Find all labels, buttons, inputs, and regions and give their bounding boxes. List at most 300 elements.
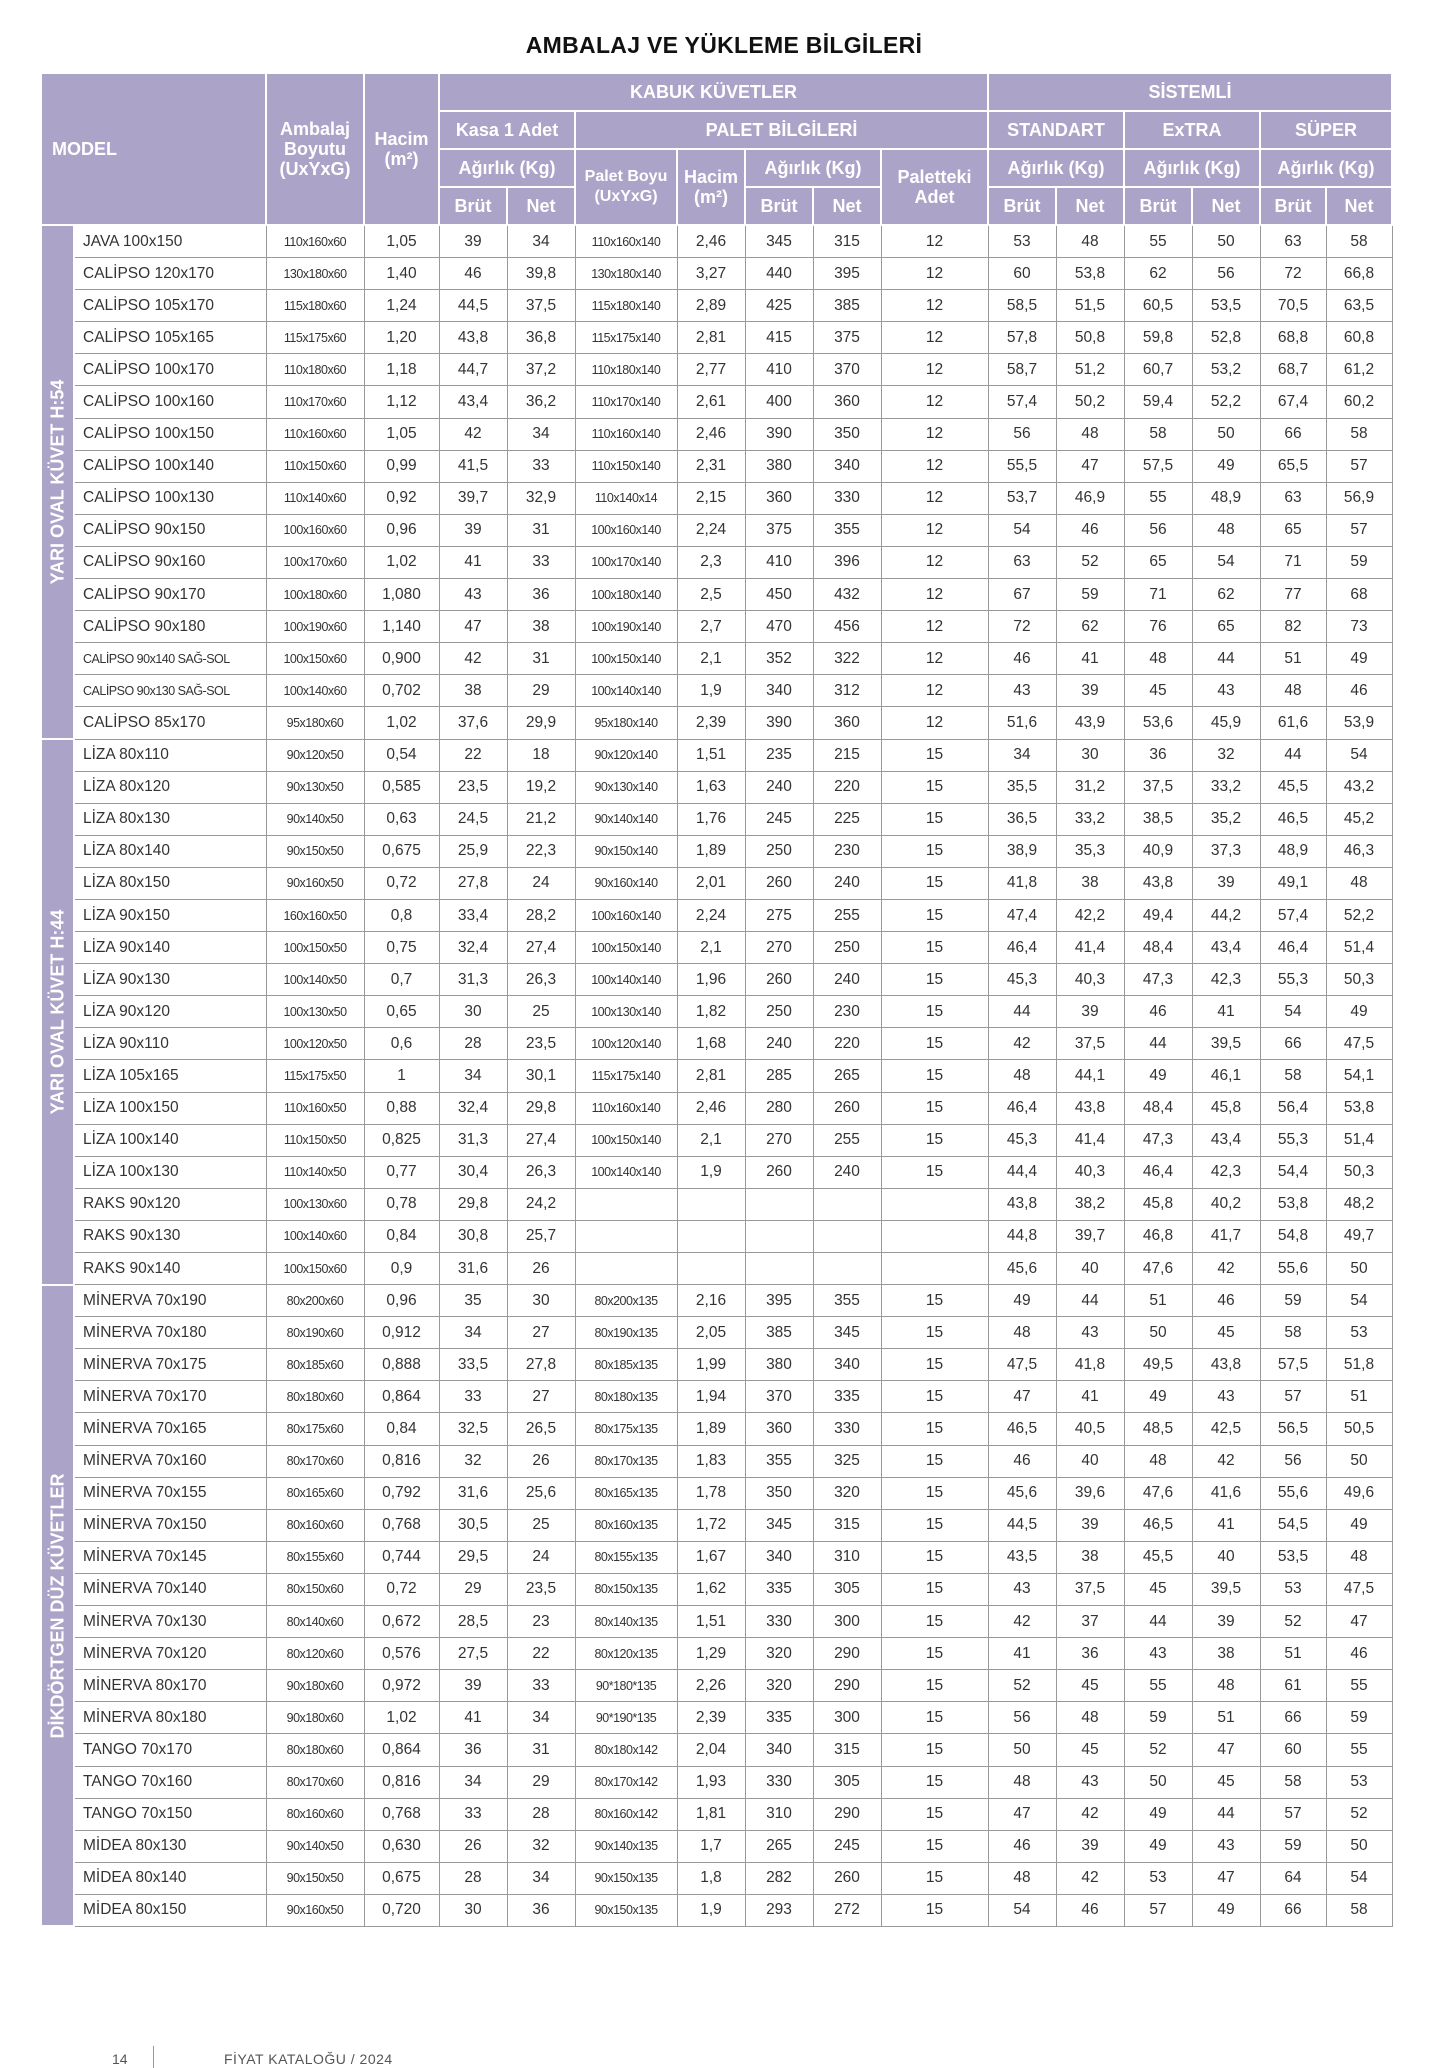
cell-palet-hacim: 1,93 bbox=[677, 1766, 745, 1798]
cell-super-net: 57 bbox=[1326, 514, 1392, 546]
cell-kasa-brut: 33,5 bbox=[439, 1349, 507, 1381]
cell-super-net: 49,7 bbox=[1326, 1220, 1392, 1252]
table-row bbox=[41, 1606, 1392, 1638]
cell-palet-brut: 410 bbox=[745, 354, 813, 386]
cell-palet-hacim: 1,29 bbox=[677, 1638, 745, 1670]
cell-paletteki-adet: 15 bbox=[881, 1606, 988, 1638]
cell-palet-boyu: 80x140x135 bbox=[575, 1606, 677, 1638]
cell-palet-net bbox=[813, 1220, 881, 1252]
cell-kasa-net: 29,9 bbox=[507, 707, 575, 739]
cell-super-net: 47 bbox=[1326, 1606, 1392, 1638]
cell-super-brut: 52 bbox=[1260, 1606, 1326, 1638]
cell-ambalaj-boyutu: 80x170x60 bbox=[266, 1766, 364, 1798]
cell-model: MİNERVA 70x175 bbox=[74, 1349, 266, 1381]
cell-palet-hacim: 2,31 bbox=[677, 450, 745, 482]
cell-super-brut: 51 bbox=[1260, 1638, 1326, 1670]
cell-extra-brut: 58 bbox=[1124, 418, 1192, 450]
cell-palet-brut: 340 bbox=[745, 1541, 813, 1573]
cell-extra-brut: 48,4 bbox=[1124, 932, 1192, 964]
table-row bbox=[41, 1862, 1392, 1894]
cell-palet-net: 272 bbox=[813, 1894, 881, 1926]
cell-extra-brut: 43,8 bbox=[1124, 867, 1192, 899]
cell-ambalaj-boyutu: 80x200x60 bbox=[266, 1285, 364, 1317]
cell-ambalaj-boyutu: 80x185x60 bbox=[266, 1349, 364, 1381]
cell-kasa-net: 34 bbox=[507, 1702, 575, 1734]
cell-extra-brut: 60,7 bbox=[1124, 354, 1192, 386]
cell-hacim: 0,825 bbox=[364, 1124, 439, 1156]
cell-model: JAVA 100x150 bbox=[74, 225, 266, 258]
cell-palet-brut: 235 bbox=[745, 739, 813, 771]
cell-palet-hacim: 1,51 bbox=[677, 1606, 745, 1638]
cell-super-brut: 65,5 bbox=[1260, 450, 1326, 482]
cell-ambalaj-boyutu: 80x160x60 bbox=[266, 1509, 364, 1541]
cell-palet-boyu: 90x130x140 bbox=[575, 771, 677, 803]
cell-standart-net: 45 bbox=[1056, 1734, 1124, 1766]
cell-extra-brut: 48,4 bbox=[1124, 1092, 1192, 1124]
cell-extra-net: 42,3 bbox=[1192, 964, 1260, 996]
cell-super-brut: 56,5 bbox=[1260, 1413, 1326, 1445]
cell-extra-brut: 50 bbox=[1124, 1766, 1192, 1798]
table-row bbox=[41, 1734, 1392, 1766]
cell-standart-brut: 63 bbox=[988, 546, 1056, 578]
cell-standart-net: 44 bbox=[1056, 1285, 1124, 1317]
cell-palet-boyu: 80x120x135 bbox=[575, 1638, 677, 1670]
cell-ambalaj-boyutu: 90x180x60 bbox=[266, 1670, 364, 1702]
cell-extra-net: 41,7 bbox=[1192, 1220, 1260, 1252]
header-net: Net bbox=[813, 187, 881, 225]
cell-standart-brut: 43 bbox=[988, 1573, 1056, 1605]
cell-palet-net: 220 bbox=[813, 1028, 881, 1060]
cell-paletteki-adet: 15 bbox=[881, 1477, 988, 1509]
cell-ambalaj-boyutu: 80x180x60 bbox=[266, 1734, 364, 1766]
cell-standart-net: 43 bbox=[1056, 1317, 1124, 1349]
cell-paletteki-adet: 15 bbox=[881, 1092, 988, 1124]
cell-kasa-brut: 46 bbox=[439, 258, 507, 290]
cell-paletteki-adet: 12 bbox=[881, 386, 988, 418]
cell-paletteki-adet: 15 bbox=[881, 1445, 988, 1477]
table-row bbox=[41, 803, 1392, 835]
cell-super-brut: 55,3 bbox=[1260, 964, 1326, 996]
cell-kasa-brut: 31,6 bbox=[439, 1253, 507, 1285]
cell-extra-brut: 49,5 bbox=[1124, 1349, 1192, 1381]
table-row bbox=[41, 1413, 1392, 1445]
cell-standart-brut: 72 bbox=[988, 611, 1056, 643]
header-net: Net bbox=[1326, 187, 1392, 225]
cell-super-brut: 54,4 bbox=[1260, 1156, 1326, 1188]
cell-model: MİNERVA 70x180 bbox=[74, 1317, 266, 1349]
cell-palet-hacim: 1,78 bbox=[677, 1477, 745, 1509]
cell-super-net: 50,3 bbox=[1326, 964, 1392, 996]
cell-palet-net: 370 bbox=[813, 354, 881, 386]
cell-hacim: 0,864 bbox=[364, 1381, 439, 1413]
cell-palet-hacim: 1,82 bbox=[677, 996, 745, 1028]
cell-palet-hacim: 2,7 bbox=[677, 611, 745, 643]
cell-palet-brut: 360 bbox=[745, 1413, 813, 1445]
table-body bbox=[41, 225, 1392, 1926]
cell-kasa-brut: 41 bbox=[439, 546, 507, 578]
cell-palet-hacim bbox=[677, 1253, 745, 1285]
cell-standart-brut: 45,6 bbox=[988, 1477, 1056, 1509]
cell-model: CALİPSO 100x170 bbox=[74, 354, 266, 386]
table-row bbox=[41, 1220, 1392, 1252]
cell-palet-net: 230 bbox=[813, 835, 881, 867]
cell-palet-brut: 282 bbox=[745, 1862, 813, 1894]
header-standart: STANDART bbox=[988, 111, 1124, 149]
cell-hacim: 0,63 bbox=[364, 803, 439, 835]
table-row bbox=[41, 482, 1392, 514]
cell-ambalaj-boyutu: 115x175x60 bbox=[266, 322, 364, 354]
cell-palet-boyu: 80x180x142 bbox=[575, 1734, 677, 1766]
cell-model: MİNERVA 70x155 bbox=[74, 1477, 266, 1509]
cell-ambalaj-boyutu: 130x180x60 bbox=[266, 258, 364, 290]
cell-palet-boyu: 80x180x135 bbox=[575, 1381, 677, 1413]
cell-paletteki-adet: 15 bbox=[881, 1381, 988, 1413]
cell-kasa-net: 36,2 bbox=[507, 386, 575, 418]
page-title: AMBALAJ VE YÜKLEME BİLGİLERİ bbox=[525, 32, 923, 58]
cell-super-net: 66,8 bbox=[1326, 258, 1392, 290]
cell-palet-brut: 360 bbox=[745, 482, 813, 514]
cell-extra-net: 33,2 bbox=[1192, 771, 1260, 803]
cell-hacim: 0,576 bbox=[364, 1638, 439, 1670]
cell-palet-boyu: 110x160x140 bbox=[575, 1092, 677, 1124]
cell-extra-brut: 50 bbox=[1124, 1317, 1192, 1349]
cell-kasa-net: 34 bbox=[507, 418, 575, 450]
cell-kasa-brut: 43 bbox=[439, 579, 507, 611]
cell-palet-boyu: 110x180x140 bbox=[575, 354, 677, 386]
cell-palet-boyu bbox=[575, 1253, 677, 1285]
cell-kasa-net: 27 bbox=[507, 1381, 575, 1413]
cell-hacim: 1,18 bbox=[364, 354, 439, 386]
table-row bbox=[41, 1253, 1392, 1285]
cell-paletteki-adet bbox=[881, 1188, 988, 1220]
cell-palet-hacim: 1,99 bbox=[677, 1349, 745, 1381]
cell-kasa-net: 26,5 bbox=[507, 1413, 575, 1445]
cell-kasa-net: 27,4 bbox=[507, 932, 575, 964]
table-row bbox=[41, 290, 1392, 322]
cell-hacim: 0,864 bbox=[364, 1734, 439, 1766]
cell-standart-brut: 46,5 bbox=[988, 1413, 1056, 1445]
cell-extra-net: 43 bbox=[1192, 1830, 1260, 1862]
cell-extra-brut: 46 bbox=[1124, 996, 1192, 1028]
cell-paletteki-adet: 15 bbox=[881, 1124, 988, 1156]
cell-standart-brut: 38,9 bbox=[988, 835, 1056, 867]
cell-model: CALİPSO 105x170 bbox=[74, 290, 266, 322]
cell-super-net: 47,5 bbox=[1326, 1573, 1392, 1605]
cell-palet-boyu: 100x180x140 bbox=[575, 579, 677, 611]
cell-ambalaj-boyutu: 100x150x60 bbox=[266, 1253, 364, 1285]
cell-standart-net: 41,4 bbox=[1056, 932, 1124, 964]
cell-palet-boyu: 95x180x140 bbox=[575, 707, 677, 739]
cell-palet-brut: 270 bbox=[745, 1124, 813, 1156]
cell-kasa-net: 36 bbox=[507, 1894, 575, 1926]
cell-standart-net: 39,6 bbox=[1056, 1477, 1124, 1509]
cell-ambalaj-boyutu: 80x155x60 bbox=[266, 1541, 364, 1573]
cell-model: CALİPSO 90x160 bbox=[74, 546, 266, 578]
cell-standart-net: 46 bbox=[1056, 514, 1124, 546]
cell-kasa-net: 31 bbox=[507, 643, 575, 675]
cell-standart-brut: 56 bbox=[988, 418, 1056, 450]
cell-hacim: 0,720 bbox=[364, 1894, 439, 1926]
cell-paletteki-adet: 15 bbox=[881, 899, 988, 931]
cell-extra-brut: 45,5 bbox=[1124, 1541, 1192, 1573]
cell-palet-hacim: 1,62 bbox=[677, 1573, 745, 1605]
cell-kasa-net: 22 bbox=[507, 1638, 575, 1670]
cell-standart-net: 39 bbox=[1056, 996, 1124, 1028]
cell-ambalaj-boyutu: 80x165x60 bbox=[266, 1477, 364, 1509]
cell-super-net: 53,9 bbox=[1326, 707, 1392, 739]
cell-standart-brut: 48 bbox=[988, 1862, 1056, 1894]
cell-ambalaj-boyutu: 100x190x60 bbox=[266, 611, 364, 643]
cell-extra-brut: 53 bbox=[1124, 1862, 1192, 1894]
cell-hacim: 1,02 bbox=[364, 546, 439, 578]
cell-standart-brut: 44,4 bbox=[988, 1156, 1056, 1188]
cell-standart-net: 42,2 bbox=[1056, 899, 1124, 931]
cell-palet-hacim: 1,9 bbox=[677, 1894, 745, 1926]
cell-palet-boyu: 90x140x140 bbox=[575, 803, 677, 835]
cell-palet-brut: 340 bbox=[745, 675, 813, 707]
cell-model: LİZA 80x110 bbox=[74, 739, 266, 771]
cell-kasa-net: 36,8 bbox=[507, 322, 575, 354]
cell-hacim: 0,6 bbox=[364, 1028, 439, 1060]
cell-kasa-net: 22,3 bbox=[507, 835, 575, 867]
cell-super-brut: 53,5 bbox=[1260, 1541, 1326, 1573]
group-label-text: YARI OVAL KÜVET H:44 bbox=[47, 909, 67, 1115]
table-row bbox=[41, 514, 1392, 546]
cell-standart-net: 41,4 bbox=[1056, 1124, 1124, 1156]
table-row bbox=[41, 707, 1392, 739]
cell-standart-net: 39 bbox=[1056, 1509, 1124, 1541]
cell-standart-brut: 35,5 bbox=[988, 771, 1056, 803]
cell-kasa-net: 29,8 bbox=[507, 1092, 575, 1124]
cell-extra-net: 56 bbox=[1192, 258, 1260, 290]
cell-standart-brut: 58,7 bbox=[988, 354, 1056, 386]
cell-extra-brut: 53,6 bbox=[1124, 707, 1192, 739]
cell-standart-brut: 46,4 bbox=[988, 1092, 1056, 1124]
cell-super-net: 53 bbox=[1326, 1766, 1392, 1798]
cell-paletteki-adet: 15 bbox=[881, 1413, 988, 1445]
header-palet: PALET BİLGİLERİ bbox=[575, 111, 988, 149]
cell-hacim: 1,080 bbox=[364, 579, 439, 611]
cell-standart-net: 41 bbox=[1056, 643, 1124, 675]
cell-palet-boyu: 100x170x140 bbox=[575, 546, 677, 578]
cell-hacim: 0,88 bbox=[364, 1092, 439, 1124]
cell-hacim: 0,912 bbox=[364, 1317, 439, 1349]
cell-palet-net bbox=[813, 1253, 881, 1285]
cell-super-brut: 58 bbox=[1260, 1317, 1326, 1349]
cell-kasa-net: 37,2 bbox=[507, 354, 575, 386]
cell-ambalaj-boyutu: 100x120x50 bbox=[266, 1028, 364, 1060]
cell-super-net: 52,2 bbox=[1326, 899, 1392, 931]
cell-palet-net: 315 bbox=[813, 1509, 881, 1541]
cell-standart-brut: 48 bbox=[988, 1060, 1056, 1092]
cell-kasa-net: 24 bbox=[507, 867, 575, 899]
cell-standart-net: 45 bbox=[1056, 1670, 1124, 1702]
cell-standart-net: 39,7 bbox=[1056, 1220, 1124, 1252]
cell-model: CALİPSO 105x165 bbox=[74, 322, 266, 354]
cell-palet-hacim: 1,68 bbox=[677, 1028, 745, 1060]
cell-kasa-brut: 26 bbox=[439, 1830, 507, 1862]
header-extra-agirlik: Ağırlık (Kg) bbox=[1124, 149, 1260, 187]
cell-paletteki-adet: 15 bbox=[881, 1798, 988, 1830]
cell-standart-brut: 34 bbox=[988, 739, 1056, 771]
cell-extra-net: 45,8 bbox=[1192, 1092, 1260, 1124]
header-brut: Brüt bbox=[745, 187, 813, 225]
cell-palet-net: 385 bbox=[813, 290, 881, 322]
cell-standart-net: 30 bbox=[1056, 739, 1124, 771]
cell-super-net: 54 bbox=[1326, 739, 1392, 771]
cell-standart-net: 50,8 bbox=[1056, 322, 1124, 354]
cell-paletteki-adet: 12 bbox=[881, 450, 988, 482]
cell-standart-net: 46,9 bbox=[1056, 482, 1124, 514]
cell-super-brut: 72 bbox=[1260, 258, 1326, 290]
cell-hacim: 0,77 bbox=[364, 1156, 439, 1188]
cell-kasa-net: 34 bbox=[507, 225, 575, 258]
cell-model: MİNERVA 70x120 bbox=[74, 1638, 266, 1670]
cell-hacim: 0,84 bbox=[364, 1413, 439, 1445]
cell-kasa-brut: 30,5 bbox=[439, 1509, 507, 1541]
cell-ambalaj-boyutu: 110x170x60 bbox=[266, 386, 364, 418]
cell-standart-brut: 47,4 bbox=[988, 899, 1056, 931]
cell-ambalaj-boyutu: 110x140x60 bbox=[266, 482, 364, 514]
cell-standart-net: 59 bbox=[1056, 579, 1124, 611]
cell-kasa-brut: 36 bbox=[439, 1734, 507, 1766]
cell-standart-net: 43 bbox=[1056, 1766, 1124, 1798]
cell-palet-brut: 335 bbox=[745, 1573, 813, 1605]
cell-extra-net: 39 bbox=[1192, 867, 1260, 899]
cell-kasa-brut: 30 bbox=[439, 1894, 507, 1926]
cell-palet-boyu: 90x150x135 bbox=[575, 1894, 677, 1926]
cell-kasa-brut: 47 bbox=[439, 611, 507, 643]
cell-paletteki-adet bbox=[881, 1253, 988, 1285]
cell-hacim: 0,8 bbox=[364, 899, 439, 931]
cell-model: MİNERVA 80x180 bbox=[74, 1702, 266, 1734]
cell-super-brut: 45,5 bbox=[1260, 771, 1326, 803]
cell-kasa-brut: 32 bbox=[439, 1445, 507, 1477]
cell-super-brut: 70,5 bbox=[1260, 290, 1326, 322]
cell-kasa-brut: 37,6 bbox=[439, 707, 507, 739]
cell-kasa-net: 29 bbox=[507, 675, 575, 707]
cell-ambalaj-boyutu: 160x160x50 bbox=[266, 899, 364, 931]
cell-hacim: 0,7 bbox=[364, 964, 439, 996]
cell-palet-hacim: 2,77 bbox=[677, 354, 745, 386]
cell-super-net: 61,2 bbox=[1326, 354, 1392, 386]
cell-extra-net: 52,8 bbox=[1192, 322, 1260, 354]
cell-model: LİZA 100x140 bbox=[74, 1124, 266, 1156]
cell-palet-net: 330 bbox=[813, 1413, 881, 1445]
cell-palet-brut: 380 bbox=[745, 450, 813, 482]
cell-standart-net: 39 bbox=[1056, 1830, 1124, 1862]
table-row bbox=[41, 546, 1392, 578]
header-ambalaj: Ambalaj Boyutu (UxYxG) bbox=[266, 73, 364, 225]
cell-extra-brut: 76 bbox=[1124, 611, 1192, 643]
cell-palet-boyu bbox=[575, 1220, 677, 1252]
cell-kasa-net: 38 bbox=[507, 611, 575, 643]
cell-ambalaj-boyutu: 110x150x50 bbox=[266, 1124, 364, 1156]
cell-super-net: 58 bbox=[1326, 418, 1392, 450]
cell-ambalaj-boyutu: 110x140x50 bbox=[266, 1156, 364, 1188]
cell-palet-net: 335 bbox=[813, 1381, 881, 1413]
cell-palet-brut: 320 bbox=[745, 1638, 813, 1670]
table-row bbox=[41, 675, 1392, 707]
cell-model: LİZA 90x120 bbox=[74, 996, 266, 1028]
cell-ambalaj-boyutu: 80x175x60 bbox=[266, 1413, 364, 1445]
cell-super-net: 54,1 bbox=[1326, 1060, 1392, 1092]
cell-extra-net: 48 bbox=[1192, 514, 1260, 546]
cell-super-net: 59 bbox=[1326, 546, 1392, 578]
cell-palet-boyu: 100x140x140 bbox=[575, 1156, 677, 1188]
cell-palet-boyu: 90x120x140 bbox=[575, 739, 677, 771]
cell-extra-net: 49 bbox=[1192, 450, 1260, 482]
cell-palet-brut: 350 bbox=[745, 1477, 813, 1509]
cell-ambalaj-boyutu: 90x140x50 bbox=[266, 803, 364, 835]
cell-palet-hacim: 1,81 bbox=[677, 1798, 745, 1830]
cell-model: MİNERVA 70x130 bbox=[74, 1606, 266, 1638]
cell-super-brut: 68,8 bbox=[1260, 322, 1326, 354]
cell-kasa-net: 31 bbox=[507, 1734, 575, 1766]
cell-hacim: 0,675 bbox=[364, 1862, 439, 1894]
cell-kasa-net: 23,5 bbox=[507, 1573, 575, 1605]
cell-super-brut: 66 bbox=[1260, 1894, 1326, 1926]
cell-palet-brut: 355 bbox=[745, 1445, 813, 1477]
cell-standart-net: 40 bbox=[1056, 1445, 1124, 1477]
cell-palet-boyu: 80x155x135 bbox=[575, 1541, 677, 1573]
cell-model: TANGO 70x160 bbox=[74, 1766, 266, 1798]
cell-standart-brut: 52 bbox=[988, 1670, 1056, 1702]
cell-kasa-brut: 31,6 bbox=[439, 1477, 507, 1509]
cell-palet-boyu: 115x175x140 bbox=[575, 322, 677, 354]
cell-kasa-brut: 38 bbox=[439, 675, 507, 707]
cell-palet-boyu: 90x160x140 bbox=[575, 867, 677, 899]
table-row bbox=[41, 354, 1392, 386]
cell-ambalaj-boyutu: 100x150x60 bbox=[266, 643, 364, 675]
cell-kasa-brut: 41 bbox=[439, 1702, 507, 1734]
header-standart-agirlik: Ağırlık (Kg) bbox=[988, 149, 1124, 187]
cell-kasa-net: 25 bbox=[507, 1509, 575, 1541]
cell-palet-brut bbox=[745, 1253, 813, 1285]
cell-kasa-net: 37,5 bbox=[507, 290, 575, 322]
cell-super-brut: 53 bbox=[1260, 1573, 1326, 1605]
header-kasa-agirlik: Ağırlık (Kg) bbox=[439, 149, 575, 187]
cell-super-net: 49 bbox=[1326, 643, 1392, 675]
cell-kasa-net: 33 bbox=[507, 450, 575, 482]
cell-standart-net: 36 bbox=[1056, 1638, 1124, 1670]
cell-extra-brut: 48,5 bbox=[1124, 1413, 1192, 1445]
cell-extra-brut: 45 bbox=[1124, 1573, 1192, 1605]
table-row bbox=[41, 1445, 1392, 1477]
cell-extra-net: 45 bbox=[1192, 1766, 1260, 1798]
cell-kasa-net: 34 bbox=[507, 1862, 575, 1894]
packaging-table bbox=[40, 72, 1393, 1927]
cell-extra-brut: 47,6 bbox=[1124, 1477, 1192, 1509]
cell-model: LİZA 90x150 bbox=[74, 899, 266, 931]
cell-super-net: 73 bbox=[1326, 611, 1392, 643]
cell-extra-net: 44,2 bbox=[1192, 899, 1260, 931]
cell-super-net: 50 bbox=[1326, 1445, 1392, 1477]
cell-palet-boyu: 80x160x142 bbox=[575, 1798, 677, 1830]
cell-paletteki-adet: 15 bbox=[881, 835, 988, 867]
cell-standart-brut: 43,8 bbox=[988, 1188, 1056, 1220]
cell-standart-brut: 56 bbox=[988, 1702, 1056, 1734]
cell-palet-brut: 280 bbox=[745, 1092, 813, 1124]
page-number: 14 bbox=[112, 2051, 128, 2067]
table-row bbox=[41, 1573, 1392, 1605]
cell-standart-net: 41,8 bbox=[1056, 1349, 1124, 1381]
cell-palet-brut: 410 bbox=[745, 546, 813, 578]
cell-model: LİZA 80x130 bbox=[74, 803, 266, 835]
cell-model: LİZA 90x140 bbox=[74, 932, 266, 964]
cell-super-brut: 82 bbox=[1260, 611, 1326, 643]
cell-ambalaj-boyutu: 100x140x50 bbox=[266, 964, 364, 996]
